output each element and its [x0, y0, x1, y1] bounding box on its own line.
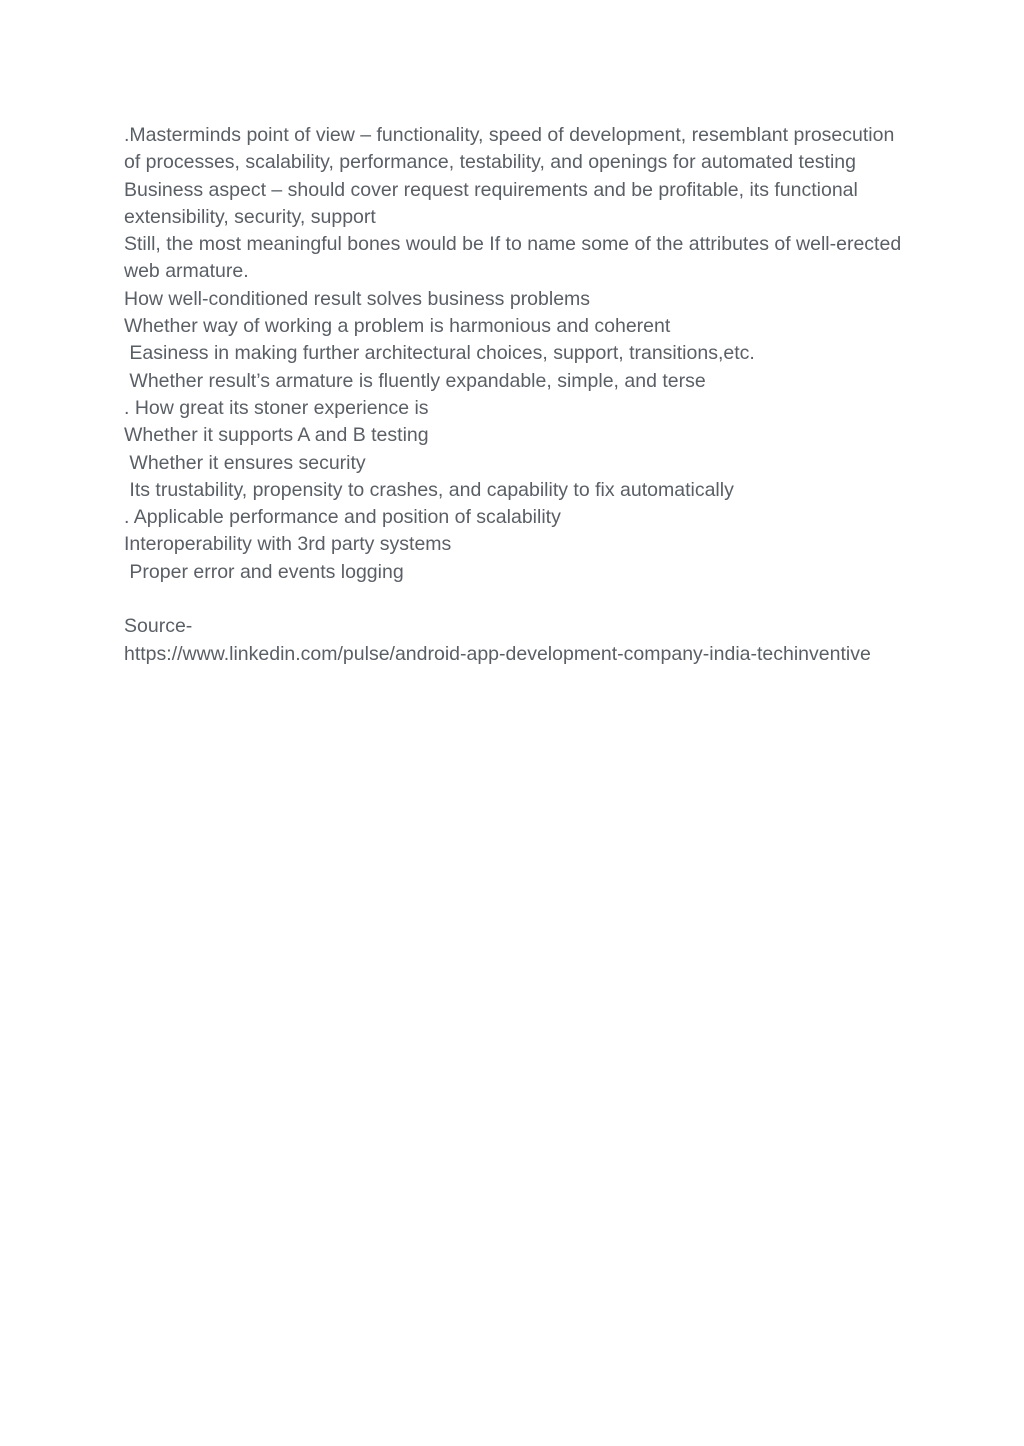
list-item: Its trustability, propensity to crashes, and capability to fix automatically — [124, 478, 734, 501]
list-item: Whether it supports A and B testing — [124, 424, 429, 447]
list-item: . Applicable performance and position of scalability — [124, 506, 561, 529]
paragraph-business-aspect: Business aspect – should cover request requirements and be profitable, its functional extensibility, security, support — [124, 178, 864, 228]
source-label: Source- — [124, 615, 193, 638]
list-item: How well-conditioned result solves business problems — [124, 287, 591, 310]
list-item: Proper error and events logging — [124, 560, 404, 583]
list-item: Whether it ensures security — [124, 451, 366, 474]
list-item: Whether way of working a problem is harmonious and coherent — [124, 315, 671, 338]
paragraph-masterminds: .Masterminds point of view – functionality, speed of development, resemblant prosecution of processes, scalability, performance, testability, and openings for automated testing — [124, 124, 900, 174]
list-item: Whether result’s armature is fluently expandable, simple, and terse — [124, 369, 706, 392]
document-body — [124, 122, 907, 668]
blank-line — [124, 586, 904, 613]
list-item: . How great its stoner experience is — [124, 396, 429, 419]
source-link[interactable]: https://www.linkedin.com/pulse/android-app-development-company-india-techinventive — [124, 642, 871, 665]
paragraph-attributes-intro: Still, the most meaningful bones would be If to name some of the attributes of well-erected web armature. — [124, 233, 907, 283]
list-item: Easiness in making further architectural choices, support, transitions,etc. — [124, 342, 755, 365]
list-item: Interoperability with 3rd party systems — [124, 533, 452, 556]
